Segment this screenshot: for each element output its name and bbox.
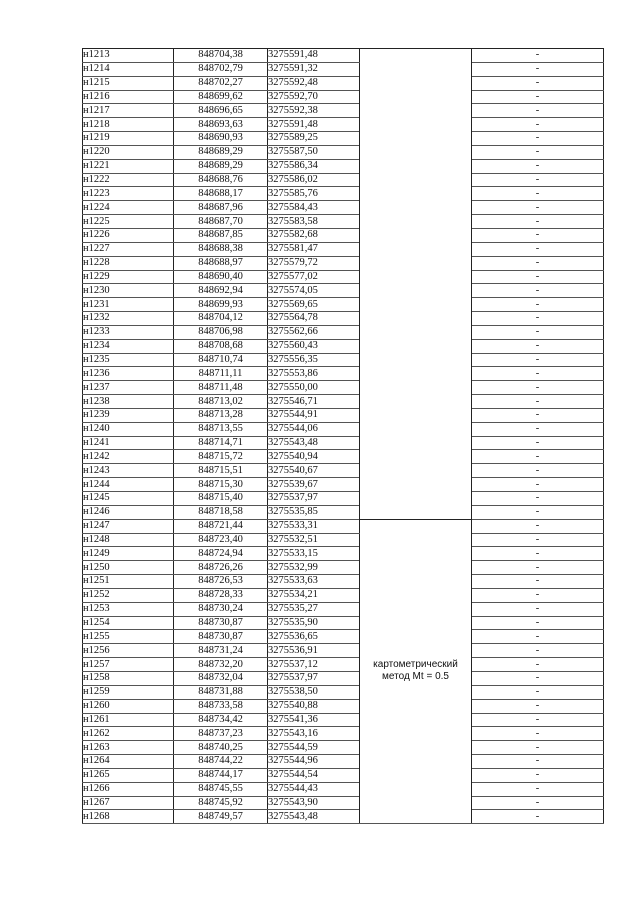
y-coordinate-cell: 3275539,67 — [268, 478, 360, 492]
point-number-cell: н1224 — [83, 201, 174, 215]
accuracy-cell: - — [472, 325, 604, 339]
x-coordinate-cell: 848699,62 — [174, 90, 268, 104]
table-row — [83, 256, 604, 270]
x-coordinate-cell: 848688,76 — [174, 173, 268, 187]
table-row — [83, 62, 604, 76]
x-coordinate-cell: 848724,94 — [174, 547, 268, 561]
x-coordinate-cell: 848704,12 — [174, 312, 268, 326]
table-row — [83, 312, 604, 326]
method-cell — [360, 49, 472, 520]
coordinates-sheet — [82, 48, 603, 824]
point-number-cell: н1253 — [83, 602, 174, 616]
x-coordinate-cell: 848689,29 — [174, 159, 268, 173]
point-number-cell: н1252 — [83, 588, 174, 602]
method-label: картометрический метод Mt = 0.5 — [373, 658, 458, 682]
x-coordinate-cell: 848713,02 — [174, 395, 268, 409]
point-number-cell: н1245 — [83, 492, 174, 506]
table-row — [83, 49, 604, 63]
y-coordinate-cell: 3275533,63 — [268, 575, 360, 589]
table-row — [83, 685, 604, 699]
x-coordinate-cell: 848692,94 — [174, 284, 268, 298]
point-number-cell: н1266 — [83, 782, 174, 796]
point-number-cell: н1248 — [83, 533, 174, 547]
point-number-cell: н1214 — [83, 62, 174, 76]
x-coordinate-cell: 848713,55 — [174, 422, 268, 436]
accuracy-cell: - — [472, 478, 604, 492]
table-row — [83, 228, 604, 242]
table-row — [83, 436, 604, 450]
accuracy-cell: - — [472, 339, 604, 353]
table-row — [83, 173, 604, 187]
table-row — [83, 699, 604, 713]
x-coordinate-cell: 848731,24 — [174, 644, 268, 658]
point-number-cell: н1259 — [83, 685, 174, 699]
accuracy-cell: - — [472, 436, 604, 450]
y-coordinate-cell: 3275577,02 — [268, 270, 360, 284]
accuracy-cell: - — [472, 242, 604, 256]
y-coordinate-cell: 3275536,91 — [268, 644, 360, 658]
table-row — [83, 505, 604, 519]
point-number-cell: н1223 — [83, 187, 174, 201]
y-coordinate-cell: 3275537,97 — [268, 671, 360, 685]
x-coordinate-cell: 848715,72 — [174, 450, 268, 464]
x-coordinate-cell: 848732,20 — [174, 658, 268, 672]
y-coordinate-cell: 3275564,78 — [268, 312, 360, 326]
accuracy-cell: - — [472, 284, 604, 298]
y-coordinate-cell: 3275532,51 — [268, 533, 360, 547]
x-coordinate-cell: 848731,88 — [174, 685, 268, 699]
y-coordinate-cell: 3275543,48 — [268, 810, 360, 824]
table-row — [83, 408, 604, 422]
x-coordinate-cell: 848745,55 — [174, 782, 268, 796]
y-coordinate-cell: 3275583,58 — [268, 215, 360, 229]
x-coordinate-cell: 848718,58 — [174, 505, 268, 519]
accuracy-cell: - — [472, 270, 604, 284]
y-coordinate-cell: 3275591,48 — [268, 118, 360, 132]
point-number-cell: н1219 — [83, 132, 174, 146]
table-row — [83, 450, 604, 464]
x-coordinate-cell: 848687,85 — [174, 228, 268, 242]
accuracy-cell: - — [472, 173, 604, 187]
point-number-cell: н1243 — [83, 464, 174, 478]
x-coordinate-cell: 848704,38 — [174, 49, 268, 63]
x-coordinate-cell: 848711,48 — [174, 381, 268, 395]
x-coordinate-cell: 848728,33 — [174, 588, 268, 602]
y-coordinate-cell: 3275591,32 — [268, 62, 360, 76]
y-coordinate-cell: 3275560,43 — [268, 339, 360, 353]
y-coordinate-cell: 3275537,97 — [268, 492, 360, 506]
y-coordinate-cell: 3275544,06 — [268, 422, 360, 436]
table-row — [83, 339, 604, 353]
table-row — [83, 201, 604, 215]
table-row — [83, 118, 604, 132]
x-coordinate-cell: 848726,26 — [174, 561, 268, 575]
x-coordinate-cell: 848689,29 — [174, 145, 268, 159]
accuracy-cell: - — [472, 699, 604, 713]
y-coordinate-cell: 3275546,71 — [268, 395, 360, 409]
y-coordinate-cell: 3275592,48 — [268, 76, 360, 90]
point-number-cell: н1239 — [83, 408, 174, 422]
x-coordinate-cell: 848696,65 — [174, 104, 268, 118]
y-coordinate-cell: 3275592,38 — [268, 104, 360, 118]
accuracy-cell: - — [472, 616, 604, 630]
table-row — [83, 741, 604, 755]
point-number-cell: н1222 — [83, 173, 174, 187]
table-row — [83, 602, 604, 616]
accuracy-cell: - — [472, 671, 604, 685]
point-number-cell: н1265 — [83, 768, 174, 782]
point-number-cell: н1251 — [83, 575, 174, 589]
accuracy-cell: - — [472, 450, 604, 464]
accuracy-cell: - — [472, 533, 604, 547]
accuracy-cell: - — [472, 104, 604, 118]
x-coordinate-cell: 848715,30 — [174, 478, 268, 492]
accuracy-cell: - — [472, 588, 604, 602]
point-number-cell: н1261 — [83, 713, 174, 727]
accuracy-cell: - — [472, 768, 604, 782]
x-coordinate-cell: 848688,38 — [174, 242, 268, 256]
point-number-cell: н1235 — [83, 353, 174, 367]
x-coordinate-cell: 848713,28 — [174, 408, 268, 422]
point-number-cell: н1221 — [83, 159, 174, 173]
y-coordinate-cell: 3275586,34 — [268, 159, 360, 173]
table-row — [83, 575, 604, 589]
x-coordinate-cell: 848688,97 — [174, 256, 268, 270]
x-coordinate-cell: 848723,40 — [174, 533, 268, 547]
accuracy-cell: - — [472, 422, 604, 436]
table-row — [83, 367, 604, 381]
y-coordinate-cell: 3275537,12 — [268, 658, 360, 672]
accuracy-cell: - — [472, 741, 604, 755]
x-coordinate-cell: 848711,11 — [174, 367, 268, 381]
y-coordinate-cell: 3275589,25 — [268, 132, 360, 146]
accuracy-cell: - — [472, 492, 604, 506]
accuracy-cell: - — [472, 76, 604, 90]
y-coordinate-cell: 3275584,43 — [268, 201, 360, 215]
accuracy-cell: - — [472, 602, 604, 616]
method-cell — [360, 519, 472, 824]
table-row — [83, 658, 604, 672]
table-row — [83, 810, 604, 824]
accuracy-cell: - — [472, 561, 604, 575]
accuracy-cell: - — [472, 90, 604, 104]
accuracy-cell: - — [472, 575, 604, 589]
table-row — [83, 145, 604, 159]
point-number-cell: н1225 — [83, 215, 174, 229]
table-row — [83, 464, 604, 478]
accuracy-cell: - — [472, 658, 604, 672]
point-number-cell: н1230 — [83, 284, 174, 298]
x-coordinate-cell: 848687,70 — [174, 215, 268, 229]
table-row — [83, 187, 604, 201]
point-number-cell: н1246 — [83, 505, 174, 519]
accuracy-cell: - — [472, 408, 604, 422]
x-coordinate-cell: 848740,25 — [174, 741, 268, 755]
y-coordinate-cell: 3275582,68 — [268, 228, 360, 242]
accuracy-cell: - — [472, 395, 604, 409]
x-coordinate-cell: 848730,87 — [174, 616, 268, 630]
point-number-cell: н1244 — [83, 478, 174, 492]
y-coordinate-cell: 3275535,85 — [268, 505, 360, 519]
accuracy-cell: - — [472, 367, 604, 381]
y-coordinate-cell: 3275544,59 — [268, 741, 360, 755]
accuracy-cell: - — [472, 62, 604, 76]
table-row — [83, 270, 604, 284]
table-row — [83, 713, 604, 727]
accuracy-cell: - — [472, 312, 604, 326]
table-row — [83, 104, 604, 118]
point-number-cell: н1226 — [83, 228, 174, 242]
table-row — [83, 159, 604, 173]
point-number-cell: н1233 — [83, 325, 174, 339]
y-coordinate-cell: 3275553,86 — [268, 367, 360, 381]
table-row — [83, 782, 604, 796]
coordinates-table — [82, 48, 604, 824]
point-number-cell: н1264 — [83, 755, 174, 769]
point-number-cell: н1258 — [83, 671, 174, 685]
point-number-cell: н1240 — [83, 422, 174, 436]
table-row — [83, 325, 604, 339]
y-coordinate-cell: 3275538,50 — [268, 685, 360, 699]
x-coordinate-cell: 848737,23 — [174, 727, 268, 741]
x-coordinate-cell: 848687,96 — [174, 201, 268, 215]
accuracy-cell: - — [472, 187, 604, 201]
point-number-cell: н1262 — [83, 727, 174, 741]
accuracy-cell: - — [472, 381, 604, 395]
point-number-cell: н1267 — [83, 796, 174, 810]
point-number-cell: н1260 — [83, 699, 174, 713]
accuracy-cell: - — [472, 159, 604, 173]
table-row — [83, 588, 604, 602]
point-number-cell: н1256 — [83, 644, 174, 658]
y-coordinate-cell: 3275587,50 — [268, 145, 360, 159]
table-row — [83, 242, 604, 256]
point-number-cell: н1241 — [83, 436, 174, 450]
accuracy-cell: - — [472, 145, 604, 159]
accuracy-cell: - — [472, 132, 604, 146]
accuracy-cell: - — [472, 782, 604, 796]
point-number-cell: н1254 — [83, 616, 174, 630]
accuracy-cell: - — [472, 796, 604, 810]
point-number-cell: н1218 — [83, 118, 174, 132]
point-number-cell: н1217 — [83, 104, 174, 118]
table-row — [83, 298, 604, 312]
table-row — [83, 90, 604, 104]
table-row — [83, 630, 604, 644]
point-number-cell: н1255 — [83, 630, 174, 644]
x-coordinate-cell: 848744,22 — [174, 755, 268, 769]
y-coordinate-cell: 3275533,15 — [268, 547, 360, 561]
coordinates-table-body — [83, 49, 604, 824]
y-coordinate-cell: 3275574,05 — [268, 284, 360, 298]
point-number-cell: н1236 — [83, 367, 174, 381]
y-coordinate-cell: 3275581,47 — [268, 242, 360, 256]
y-coordinate-cell: 3275592,70 — [268, 90, 360, 104]
table-row — [83, 381, 604, 395]
accuracy-cell: - — [472, 630, 604, 644]
accuracy-cell: - — [472, 464, 604, 478]
x-coordinate-cell: 848721,44 — [174, 519, 268, 533]
table-row — [83, 727, 604, 741]
y-coordinate-cell: 3275543,90 — [268, 796, 360, 810]
accuracy-cell: - — [472, 49, 604, 63]
point-number-cell: н1227 — [83, 242, 174, 256]
table-row — [83, 215, 604, 229]
x-coordinate-cell: 848744,17 — [174, 768, 268, 782]
table-row — [83, 644, 604, 658]
y-coordinate-cell: 3275544,96 — [268, 755, 360, 769]
accuracy-cell: - — [472, 727, 604, 741]
accuracy-cell: - — [472, 353, 604, 367]
y-coordinate-cell: 3275532,99 — [268, 561, 360, 575]
table-row — [83, 796, 604, 810]
table-row — [83, 768, 604, 782]
x-coordinate-cell: 848715,40 — [174, 492, 268, 506]
x-coordinate-cell: 848690,93 — [174, 132, 268, 146]
y-coordinate-cell: 3275541,36 — [268, 713, 360, 727]
point-number-cell: н1215 — [83, 76, 174, 90]
y-coordinate-cell: 3275543,48 — [268, 436, 360, 450]
table-row — [83, 561, 604, 575]
table-row — [83, 671, 604, 685]
table-row — [83, 492, 604, 506]
accuracy-cell: - — [472, 505, 604, 519]
table-row — [83, 519, 604, 533]
accuracy-cell: - — [472, 685, 604, 699]
point-number-cell: н1234 — [83, 339, 174, 353]
y-coordinate-cell: 3275556,35 — [268, 353, 360, 367]
x-coordinate-cell: 848702,27 — [174, 76, 268, 90]
x-coordinate-cell: 848732,04 — [174, 671, 268, 685]
y-coordinate-cell: 3275544,91 — [268, 408, 360, 422]
y-coordinate-cell: 3275540,67 — [268, 464, 360, 478]
point-number-cell: н1229 — [83, 270, 174, 284]
point-number-cell: н1216 — [83, 90, 174, 104]
table-row — [83, 395, 604, 409]
point-number-cell: н1257 — [83, 658, 174, 672]
x-coordinate-cell: 848706,98 — [174, 325, 268, 339]
point-number-cell: н1263 — [83, 741, 174, 755]
point-number-cell: н1237 — [83, 381, 174, 395]
x-coordinate-cell: 848710,74 — [174, 353, 268, 367]
y-coordinate-cell: 3275550,00 — [268, 381, 360, 395]
table-row — [83, 422, 604, 436]
y-coordinate-cell: 3275544,43 — [268, 782, 360, 796]
y-coordinate-cell: 3275591,48 — [268, 49, 360, 63]
accuracy-cell: - — [472, 201, 604, 215]
y-coordinate-cell: 3275534,21 — [268, 588, 360, 602]
point-number-cell: н1268 — [83, 810, 174, 824]
y-coordinate-cell: 3275586,02 — [268, 173, 360, 187]
point-number-cell: н1247 — [83, 519, 174, 533]
table-row — [83, 353, 604, 367]
y-coordinate-cell: 3275569,65 — [268, 298, 360, 312]
x-coordinate-cell: 848714,71 — [174, 436, 268, 450]
table-row — [83, 478, 604, 492]
y-coordinate-cell: 3275536,65 — [268, 630, 360, 644]
y-coordinate-cell: 3275540,88 — [268, 699, 360, 713]
accuracy-cell: - — [472, 713, 604, 727]
accuracy-cell: - — [472, 755, 604, 769]
point-number-cell: н1213 — [83, 49, 174, 63]
x-coordinate-cell: 848715,51 — [174, 464, 268, 478]
point-number-cell: н1228 — [83, 256, 174, 270]
accuracy-cell: - — [472, 256, 604, 270]
x-coordinate-cell: 848702,79 — [174, 62, 268, 76]
accuracy-cell: - — [472, 810, 604, 824]
accuracy-cell: - — [472, 644, 604, 658]
table-row — [83, 132, 604, 146]
point-number-cell: н1232 — [83, 312, 174, 326]
point-number-cell: н1249 — [83, 547, 174, 561]
table-row — [83, 616, 604, 630]
x-coordinate-cell: 848688,17 — [174, 187, 268, 201]
x-coordinate-cell: 848693,63 — [174, 118, 268, 132]
x-coordinate-cell: 848730,24 — [174, 602, 268, 616]
table-row — [83, 533, 604, 547]
point-number-cell: н1231 — [83, 298, 174, 312]
point-number-cell: н1250 — [83, 561, 174, 575]
x-coordinate-cell: 848730,87 — [174, 630, 268, 644]
table-row — [83, 547, 604, 561]
accuracy-cell: - — [472, 215, 604, 229]
y-coordinate-cell: 3275535,27 — [268, 602, 360, 616]
point-number-cell: н1238 — [83, 395, 174, 409]
point-number-cell: н1242 — [83, 450, 174, 464]
table-row — [83, 284, 604, 298]
accuracy-cell: - — [472, 547, 604, 561]
x-coordinate-cell: 848690,40 — [174, 270, 268, 284]
y-coordinate-cell: 3275535,90 — [268, 616, 360, 630]
x-coordinate-cell: 848734,42 — [174, 713, 268, 727]
x-coordinate-cell: 848708,68 — [174, 339, 268, 353]
x-coordinate-cell: 848699,93 — [174, 298, 268, 312]
x-coordinate-cell: 848749,57 — [174, 810, 268, 824]
x-coordinate-cell: 848726,53 — [174, 575, 268, 589]
accuracy-cell: - — [472, 298, 604, 312]
y-coordinate-cell: 3275533,31 — [268, 519, 360, 533]
y-coordinate-cell: 3275585,76 — [268, 187, 360, 201]
table-row — [83, 76, 604, 90]
y-coordinate-cell: 3275540,94 — [268, 450, 360, 464]
x-coordinate-cell: 848745,92 — [174, 796, 268, 810]
accuracy-cell: - — [472, 519, 604, 533]
y-coordinate-cell: 3275544,54 — [268, 768, 360, 782]
accuracy-cell: - — [472, 228, 604, 242]
point-number-cell: н1220 — [83, 145, 174, 159]
y-coordinate-cell: 3275543,16 — [268, 727, 360, 741]
table-row — [83, 755, 604, 769]
y-coordinate-cell: 3275579,72 — [268, 256, 360, 270]
accuracy-cell: - — [472, 118, 604, 132]
x-coordinate-cell: 848733,58 — [174, 699, 268, 713]
y-coordinate-cell: 3275562,66 — [268, 325, 360, 339]
